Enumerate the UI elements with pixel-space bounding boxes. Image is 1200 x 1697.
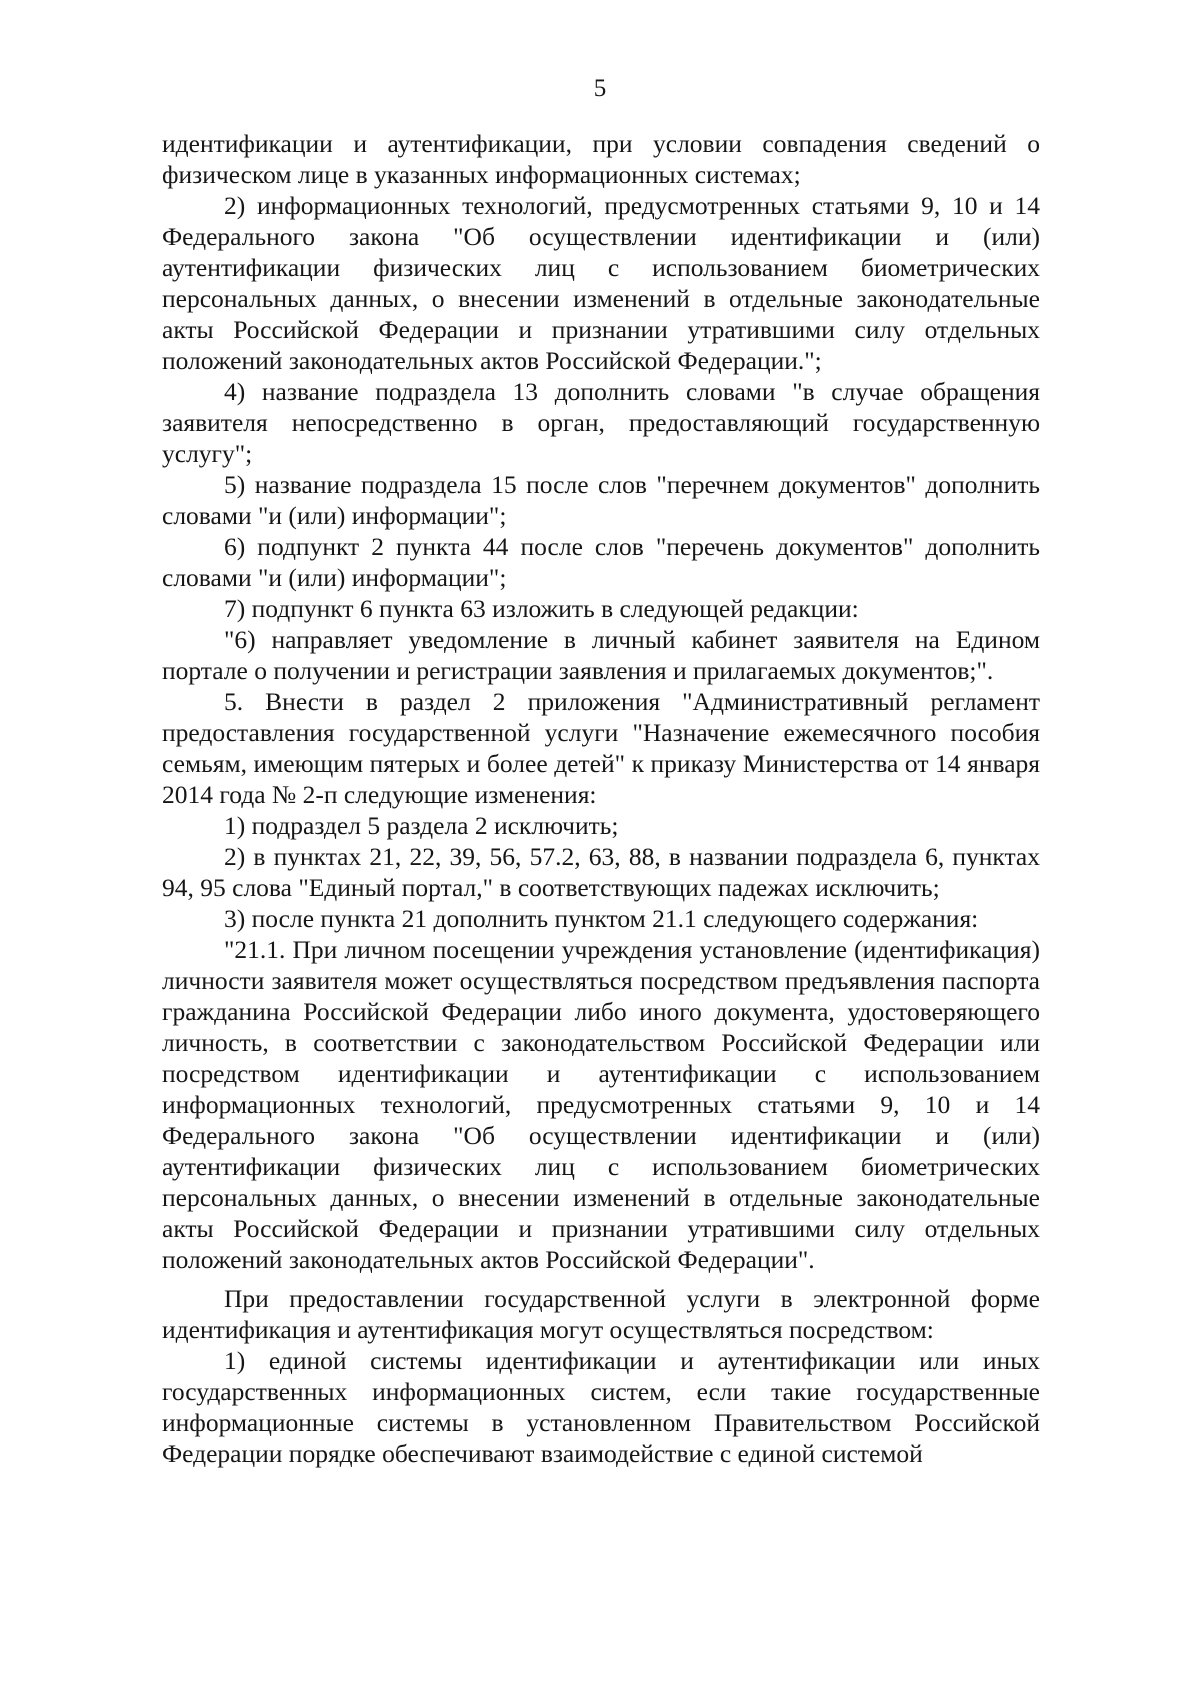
paragraph-item-7: 7) подпункт 6 пункта 63 изложить в следующей редакции: <box>224 594 859 623</box>
paragraph-subitem-2: 2) в пунктах 21, 22, 39, 56, 57.2, 63, 88, в названии подраздела 6, пунктах 94, 95 слова "Единый портал," в соответствующих падежах исключить; <box>162 842 1040 902</box>
paragraph-electronic-form: При предоставлении государственной услуги в электронной форме идентификация и аутентификация могут осуществляться посредством: <box>162 1284 1040 1344</box>
page-number: 5 <box>593 75 607 102</box>
paragraph-subitem-1: 1) подраздел 5 раздела 2 исключить; <box>224 811 619 840</box>
paragraph-quoted-item-6: "6) направляет уведомление в личный кабинет заявителя на Едином портале о получении и регистрации заявления и прилагаемых документов;". <box>162 625 1040 685</box>
paragraph-section-5: 5. Внести в раздел 2 приложения "Административный регламент предоставления государственной услуги "Назначение ежемесячного пособия семьям, имеющим пятерых и более детей" к приказу Министерства от 14 января 2014 года № 2-п следующие изменения: <box>162 687 1040 809</box>
document-body <box>162 128 1040 1469</box>
paragraph-continuation: идентификации и аутентификации, при условии совпадения сведений о физическом лице в указанных информационных системах; <box>162 129 1040 189</box>
paragraph-unified-system: 1) единой системы идентификации и аутентификации или иных государственных информационных систем, если такие государственные информационные системы в установленном Правительством Российской Федерации порядке обеспечивают взаимодействие с единой системой <box>162 1346 1040 1468</box>
paragraph-item-5: 5) название подраздела 15 после слов "перечнем документов" дополнить словами "и (или) информации"; <box>162 470 1040 530</box>
paragraph-subitem-3: 3) после пункта 21 дополнить пунктом 21.1 следующего содержания: <box>224 904 979 933</box>
paragraph-point-21-1: "21.1. При личном посещении учреждения установление (идентификация) личности заявителя может осуществляться посредством предъявления паспорта гражданина Российской Федерации либо иного документа, удостоверяющего личность, в соответствии с законодательством Российской Федерации или посредством идентификации и аутентификации с использованием информационных технологий, предусмотренных статьями 9, 10 и 14 Федерального закона "Об осуществлении идентификации и (или) аутентификации физических лиц с использованием биометрических персональных данных, о внесении изменений в отдельные законодательные акты Российской Федерации и признании утратившими силу отдельных положений законодательных актов Российской Федерации". <box>162 935 1040 1274</box>
paragraph-item-6: 6) подпункт 2 пункта 44 после слов "перечень документов" дополнить словами "и (или) информации"; <box>162 532 1040 592</box>
paragraph-item-2-technologies: 2) информационных технологий, предусмотренных статьями 9, 10 и 14 Федерального закона "Об осуществлении идентификации и (или) аутентификации физических лиц с использованием биометрических персональных данных, о внесении изменений в отдельные законодательные акты Российской Федерации и признании утратившими силу отдельных положений законодательных актов Российской Федерации."; <box>162 191 1040 375</box>
paragraph-item-4: 4) название подраздела 13 дополнить словами "в случае обращения заявителя непосредственно в орган, предоставляющий государственную услугу"; <box>162 377 1040 468</box>
